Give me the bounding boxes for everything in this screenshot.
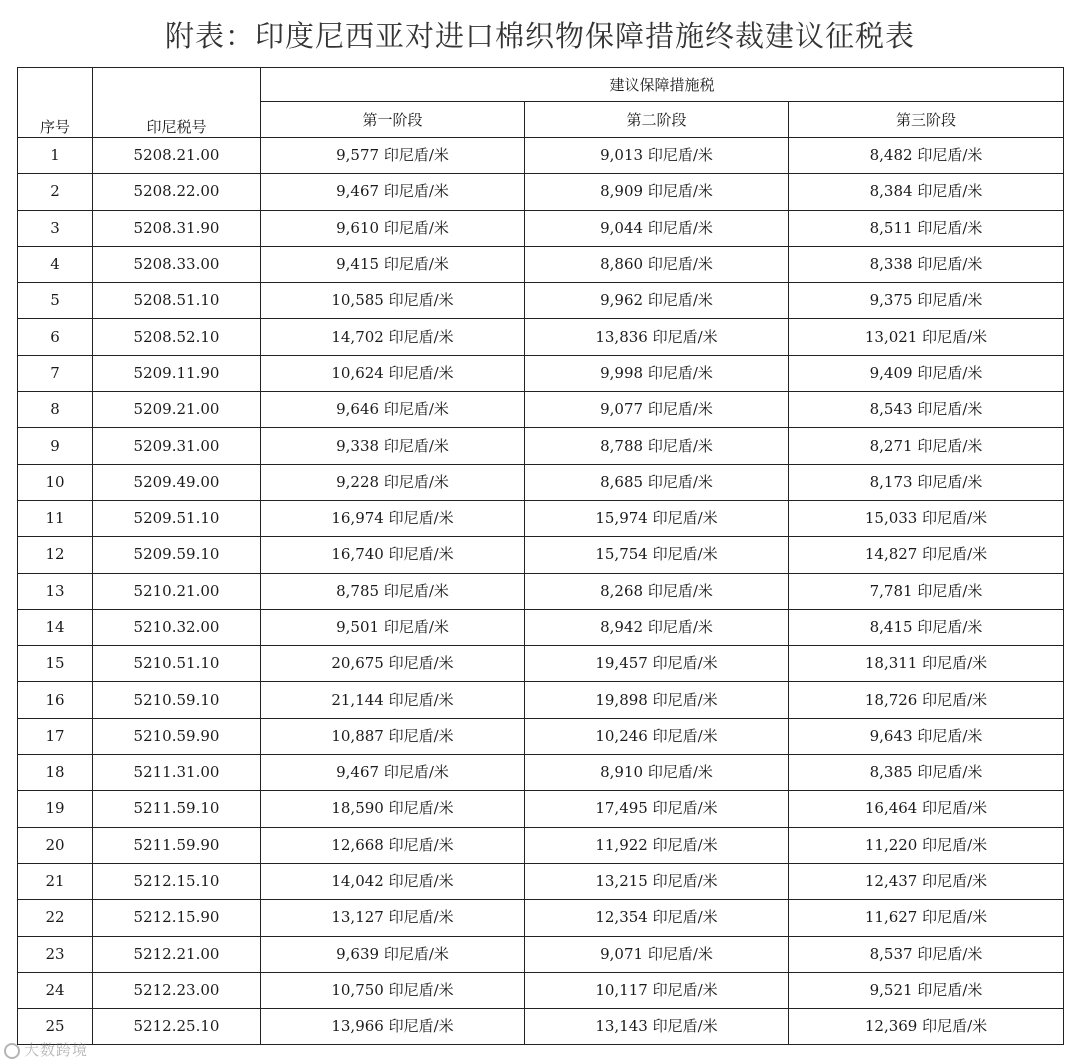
cell-seq: 13 [18, 573, 93, 609]
cell-stage2: 9,962 印尼盾/米 [525, 283, 789, 319]
cell-stage2: 19,457 印尼盾/米 [525, 646, 789, 682]
cell-stage3: 8,543 印尼盾/米 [789, 392, 1064, 428]
cell-stage3: 9,375 印尼盾/米 [789, 283, 1064, 319]
cell-seq: 12 [18, 537, 93, 573]
cell-seq: 3 [18, 210, 93, 246]
watermark-text: 大数跨境 [24, 1041, 89, 1059]
cell-stage1: 9,646 印尼盾/米 [261, 392, 525, 428]
cell-stage3: 12,437 印尼盾/米 [789, 863, 1064, 899]
cell-stage1: 10,750 印尼盾/米 [261, 972, 525, 1008]
cell-stage2: 8,910 印尼盾/米 [525, 755, 789, 791]
cell-stage3: 8,415 印尼盾/米 [789, 609, 1064, 645]
cell-seq: 1 [18, 138, 93, 174]
cell-stage3: 8,271 印尼盾/米 [789, 428, 1064, 464]
cell-seq: 17 [18, 718, 93, 754]
cell-code: 5208.22.00 [93, 174, 261, 210]
cell-code: 5208.33.00 [93, 246, 261, 282]
tax-table [17, 67, 1064, 1045]
cell-stage3: 8,537 印尼盾/米 [789, 936, 1064, 972]
cell-seq: 10 [18, 464, 93, 500]
cell-code: 5208.31.90 [93, 210, 261, 246]
table-row [18, 755, 1064, 791]
cell-stage2: 8,788 印尼盾/米 [525, 428, 789, 464]
page-title: 附表：印度尼西亚对进口棉织物保障措施终裁建议征税表 [164, 19, 915, 53]
cell-seq: 4 [18, 246, 93, 282]
cell-code: 5209.11.90 [93, 355, 261, 391]
table-row [18, 500, 1064, 536]
cell-code: 5209.51.10 [93, 500, 261, 536]
cell-stage2: 15,754 印尼盾/米 [525, 537, 789, 573]
cell-stage1: 9,467 印尼盾/米 [261, 755, 525, 791]
table-row [18, 392, 1064, 428]
cell-code: 5211.31.00 [93, 755, 261, 791]
cell-stage1: 21,144 印尼盾/米 [261, 682, 525, 718]
cell-seq: 24 [18, 972, 93, 1008]
cell-stage3: 8,338 印尼盾/米 [789, 246, 1064, 282]
cell-stage2: 8,860 印尼盾/米 [525, 246, 789, 282]
table-row [18, 464, 1064, 500]
cell-seq: 25 [18, 1009, 93, 1045]
cell-stage1: 9,338 印尼盾/米 [261, 428, 525, 464]
cell-stage3: 11,627 印尼盾/米 [789, 900, 1064, 936]
cell-stage1: 9,467 印尼盾/米 [261, 174, 525, 210]
cell-stage2: 15,974 印尼盾/米 [525, 500, 789, 536]
cell-stage3: 12,369 印尼盾/米 [789, 1009, 1064, 1045]
cell-stage2: 8,942 印尼盾/米 [525, 609, 789, 645]
cell-stage1: 8,785 印尼盾/米 [261, 573, 525, 609]
table-row [18, 646, 1064, 682]
cell-code: 5212.15.90 [93, 900, 261, 936]
cell-seq: 15 [18, 646, 93, 682]
cell-stage2: 19,898 印尼盾/米 [525, 682, 789, 718]
cell-stage2: 9,071 印尼盾/米 [525, 936, 789, 972]
cell-stage2: 17,495 印尼盾/米 [525, 791, 789, 827]
cell-stage1: 9,501 印尼盾/米 [261, 609, 525, 645]
table-row [18, 682, 1064, 718]
cell-stage2: 11,922 印尼盾/米 [525, 827, 789, 863]
cell-stage2: 12,354 印尼盾/米 [525, 900, 789, 936]
table-row [18, 138, 1064, 174]
table-row [18, 246, 1064, 282]
cell-seq: 22 [18, 900, 93, 936]
table-row [18, 718, 1064, 754]
cell-stage2: 9,044 印尼盾/米 [525, 210, 789, 246]
cell-stage1: 9,228 印尼盾/米 [261, 464, 525, 500]
header-group: 建议保障措施税 [261, 68, 1064, 102]
cell-code: 5212.21.00 [93, 936, 261, 972]
cell-stage3: 9,521 印尼盾/米 [789, 972, 1064, 1008]
cell-stage1: 9,415 印尼盾/米 [261, 246, 525, 282]
cell-seq: 19 [18, 791, 93, 827]
cell-stage3: 8,482 印尼盾/米 [789, 138, 1064, 174]
cell-stage1: 14,702 印尼盾/米 [261, 319, 525, 355]
cell-stage2: 10,246 印尼盾/米 [525, 718, 789, 754]
cell-stage2: 9,998 印尼盾/米 [525, 355, 789, 391]
cell-stage2: 10,117 印尼盾/米 [525, 972, 789, 1008]
cell-stage2: 13,215 印尼盾/米 [525, 863, 789, 899]
cell-code: 5211.59.90 [93, 827, 261, 863]
table-body [18, 138, 1064, 1045]
cell-stage3: 11,220 印尼盾/米 [789, 827, 1064, 863]
table-row [18, 609, 1064, 645]
table-row [18, 863, 1064, 899]
cell-stage1: 9,577 印尼盾/米 [261, 138, 525, 174]
header-stage2: 第二阶段 [525, 102, 789, 138]
cell-code: 5212.23.00 [93, 972, 261, 1008]
cell-stage1: 14,042 印尼盾/米 [261, 863, 525, 899]
cell-code: 5208.52.10 [93, 319, 261, 355]
watermark-logo-icon [4, 1043, 20, 1059]
cell-stage3: 8,173 印尼盾/米 [789, 464, 1064, 500]
table-row [18, 936, 1064, 972]
cell-stage2: 9,013 印尼盾/米 [525, 138, 789, 174]
table-row [18, 573, 1064, 609]
watermark [4, 1039, 88, 1060]
cell-seq: 21 [18, 863, 93, 899]
cell-stage2: 13,143 印尼盾/米 [525, 1009, 789, 1045]
table-row [18, 972, 1064, 1008]
cell-stage3: 14,827 印尼盾/米 [789, 537, 1064, 573]
cell-code: 5212.25.10 [93, 1009, 261, 1045]
table-row [18, 319, 1064, 355]
cell-seq: 20 [18, 827, 93, 863]
cell-stage1: 10,585 印尼盾/米 [261, 283, 525, 319]
cell-stage1: 13,966 印尼盾/米 [261, 1009, 525, 1045]
cell-code: 5208.21.00 [93, 138, 261, 174]
cell-stage3: 9,643 印尼盾/米 [789, 718, 1064, 754]
header-seq: 序号 [18, 68, 93, 138]
cell-code: 5209.21.00 [93, 392, 261, 428]
cell-stage1: 16,974 印尼盾/米 [261, 500, 525, 536]
cell-code: 5211.59.10 [93, 791, 261, 827]
cell-stage1: 10,624 印尼盾/米 [261, 355, 525, 391]
cell-stage1: 9,639 印尼盾/米 [261, 936, 525, 972]
cell-stage2: 8,268 印尼盾/米 [525, 573, 789, 609]
cell-seq: 6 [18, 319, 93, 355]
table-row [18, 537, 1064, 573]
table-row [18, 355, 1064, 391]
cell-seq: 11 [18, 500, 93, 536]
cell-code: 5209.31.00 [93, 428, 261, 464]
cell-stage2: 13,836 印尼盾/米 [525, 319, 789, 355]
table-row [18, 210, 1064, 246]
cell-seq: 2 [18, 174, 93, 210]
cell-stage3: 8,511 印尼盾/米 [789, 210, 1064, 246]
cell-code: 5210.51.10 [93, 646, 261, 682]
header-stage3: 第三阶段 [789, 102, 1064, 138]
cell-stage1: 10,887 印尼盾/米 [261, 718, 525, 754]
cell-seq: 18 [18, 755, 93, 791]
table-row [18, 827, 1064, 863]
cell-seq: 16 [18, 682, 93, 718]
table-row [18, 900, 1064, 936]
cell-seq: 14 [18, 609, 93, 645]
cell-stage3: 7,781 印尼盾/米 [789, 573, 1064, 609]
cell-stage1: 9,610 印尼盾/米 [261, 210, 525, 246]
cell-stage2: 9,077 印尼盾/米 [525, 392, 789, 428]
table-header [18, 68, 1064, 138]
cell-stage1: 20,675 印尼盾/米 [261, 646, 525, 682]
cell-seq: 5 [18, 283, 93, 319]
cell-stage3: 18,311 印尼盾/米 [789, 646, 1064, 682]
cell-code: 5209.59.10 [93, 537, 261, 573]
cell-stage3: 13,021 印尼盾/米 [789, 319, 1064, 355]
cell-seq: 23 [18, 936, 93, 972]
cell-stage3: 8,385 印尼盾/米 [789, 755, 1064, 791]
cell-code: 5208.51.10 [93, 283, 261, 319]
cell-stage3: 16,464 印尼盾/米 [789, 791, 1064, 827]
cell-seq: 7 [18, 355, 93, 391]
header-code: 印尼税号 [93, 68, 261, 138]
cell-stage1: 12,668 印尼盾/米 [261, 827, 525, 863]
cell-stage2: 8,685 印尼盾/米 [525, 464, 789, 500]
cell-stage3: 9,409 印尼盾/米 [789, 355, 1064, 391]
cell-stage1: 13,127 印尼盾/米 [261, 900, 525, 936]
cell-code: 5210.21.00 [93, 573, 261, 609]
cell-code: 5212.15.10 [93, 863, 261, 899]
table-row [18, 283, 1064, 319]
cell-seq: 9 [18, 428, 93, 464]
cell-stage3: 8,384 印尼盾/米 [789, 174, 1064, 210]
header-stage1: 第一阶段 [261, 102, 525, 138]
cell-stage1: 18,590 印尼盾/米 [261, 791, 525, 827]
cell-code: 5210.59.90 [93, 718, 261, 754]
cell-code: 5209.49.00 [93, 464, 261, 500]
table-row [18, 791, 1064, 827]
table-row [18, 1009, 1064, 1045]
cell-seq: 8 [18, 392, 93, 428]
cell-code: 5210.59.10 [93, 682, 261, 718]
cell-stage3: 18,726 印尼盾/米 [789, 682, 1064, 718]
table-row [18, 174, 1064, 210]
cell-stage1: 16,740 印尼盾/米 [261, 537, 525, 573]
cell-code: 5210.32.00 [93, 609, 261, 645]
table-row [18, 428, 1064, 464]
cell-stage3: 15,033 印尼盾/米 [789, 500, 1064, 536]
cell-stage2: 8,909 印尼盾/米 [525, 174, 789, 210]
